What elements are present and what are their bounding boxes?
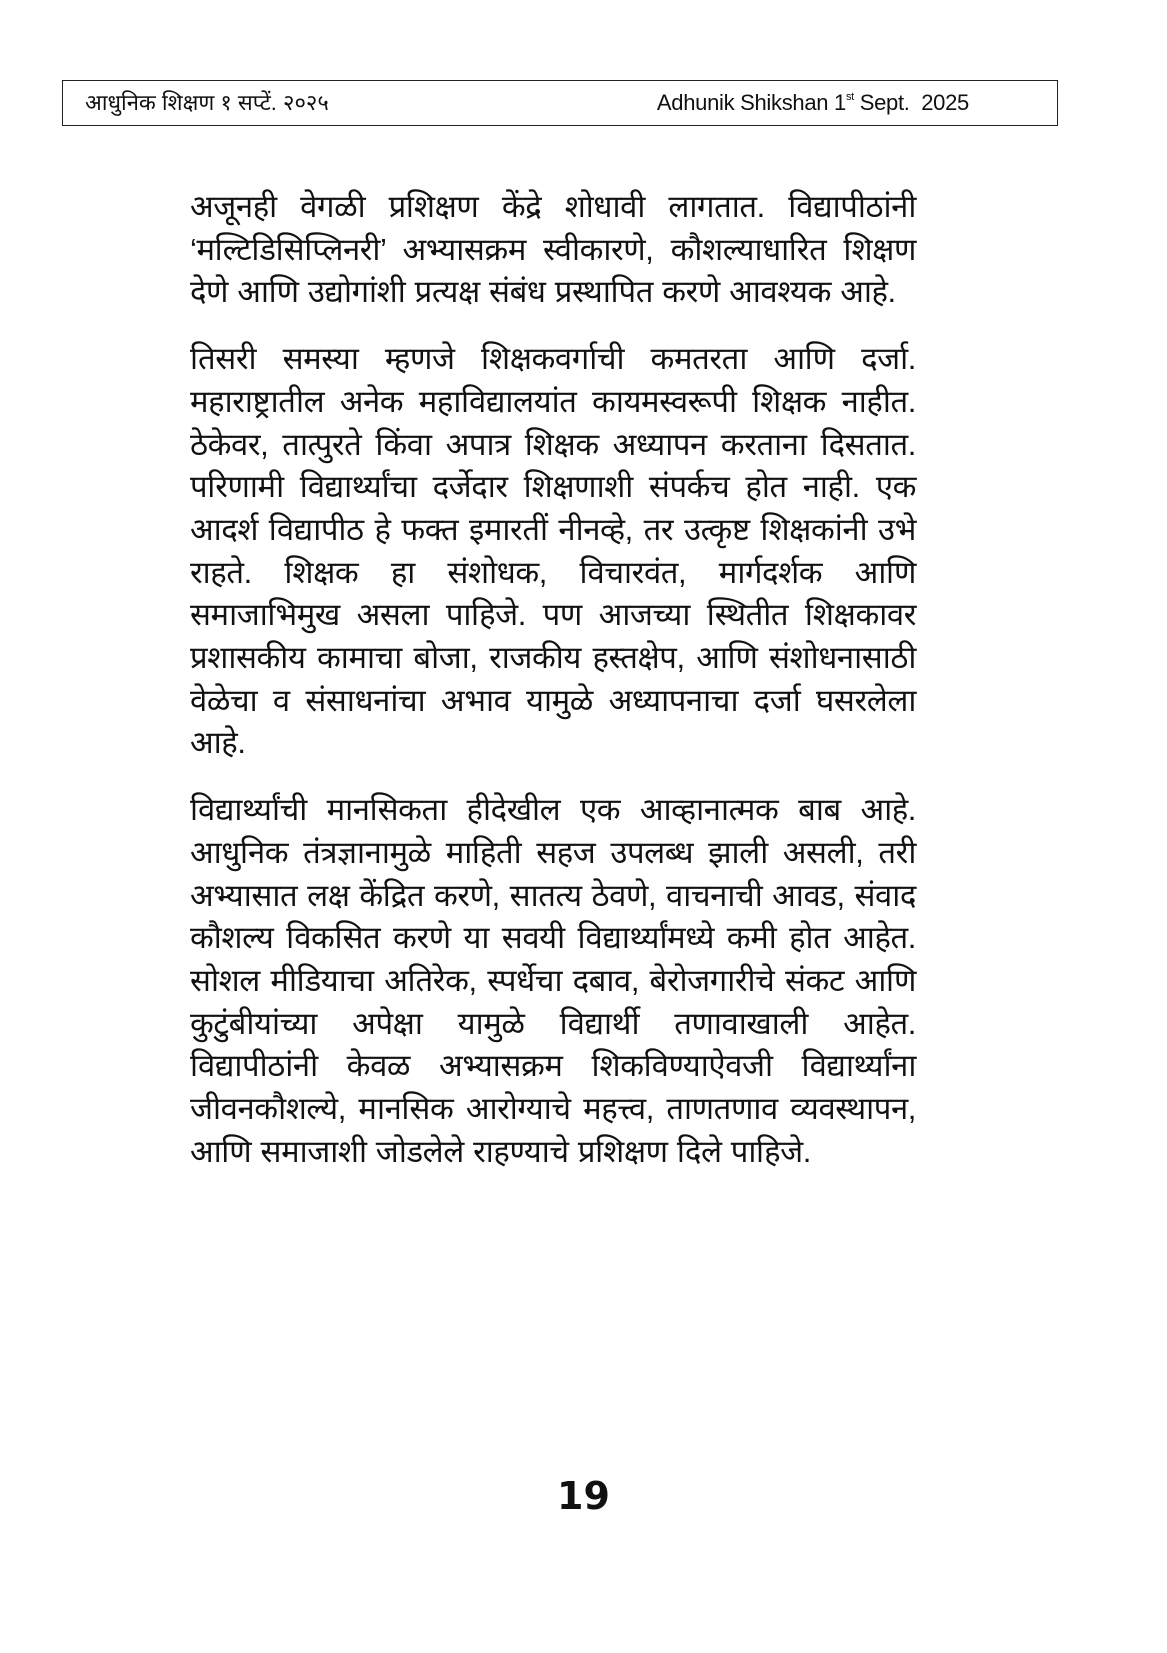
paragraph-training-centres: अजूनही वेगळी प्रशिक्षण केंद्रे शोधावी लागतात. विद्यापीठांनी ‘मल्टिडिसिप्लिनरी’ अभ्यासक्रम स्वीकारणे, कौशल्याधारित शिक्षण देणे आणि उद्योगांशी प्रत्यक्ष संबंध प्रस्थापित करणे आवश्यक आहे.: [190, 189, 916, 310]
header-title-marathi: आधुनिक शिक्षण १ सप्टें. २०२५: [85, 90, 329, 115]
running-header: [62, 80, 1058, 126]
header-ordinal-suffix: st: [845, 91, 854, 103]
paragraph-student-mindset: विद्यार्थ्यांची मानसिकता हीदेखील एक आव्हानात्मक बाब आहे. आधुनिक तंत्रज्ञानामुळे माहिती सहज उपलब्ध झाली असली, तरी अभ्यासात लक्ष केंद्रित करणे, सातत्य ठेवणे, वाचनाची आवड, संवाद कौशल्य विकसित करणे या सवयी विद्यार्थ्यांमध्ये कमी होत आहेत. सोशल मीडियाचा अतिरेक, स्पर्धेचा दबाव, बेरोजगारीचे संकट आणि कुटुंबीयांच्या अपेक्षा यामुळे विद्यार्थी तणावाखाली आहेत. विद्यापीठांनी केवळ अभ्यासक्रम शिकविण्याऐवजी विद्यार्थ्यांना जीवनकौशल्ये, मानसिक आरोग्याचे महत्त्व, ताणतणाव व्यवस्थापन, आणि समाजाशी जोडलेले राहण्याचे प्रशिक्षण दिले पाहिजे.: [190, 792, 916, 1169]
header-title-english-prefix: Adhunik Shikshan 1: [656, 90, 846, 115]
paragraph-teacher-shortage: तिसरी समस्या म्हणजे शिक्षकवर्गाची कमतरता आणि दर्जा. महाराष्ट्रातील अनेक महाविद्यालयांत कायमस्वरूपी शिक्षक नाहीत. ठेकेवर, तात्पुरते किंवा अपात्र शिक्षक अध्यापन करताना दिसतात. परिणामी विद्यार्थ्यांचा दर्जेदार शिक्षणाशी संपर्कच होत नाही. एक आदर्श विद्यापीठ हे फक्त इमारतीं नीनव्हे, तर उत्कृष्ट शिक्षकांनी उभे राहते. शिक्षक हा संशोधक, विचारवंत, मार्गदर्शक आणि समाजाभिमुख असला पाहिजे. पण आजच्या स्थितीत शिक्षकावर प्रशासकीय कामाचा बोजा, राजकीय हस्तक्षेप, आणि संशोधनासाठी वेळेचा व संसाधनांचा अभाव यामुळे अध्यापनाचा दर्जा घसरलेला आहे.: [190, 341, 916, 761]
header-title-english: [657, 88, 969, 118]
header-title-english-suffix: Sept. 2025: [853, 90, 969, 115]
article-body: [190, 186, 916, 1197]
page-number: 19: [557, 1474, 610, 1518]
